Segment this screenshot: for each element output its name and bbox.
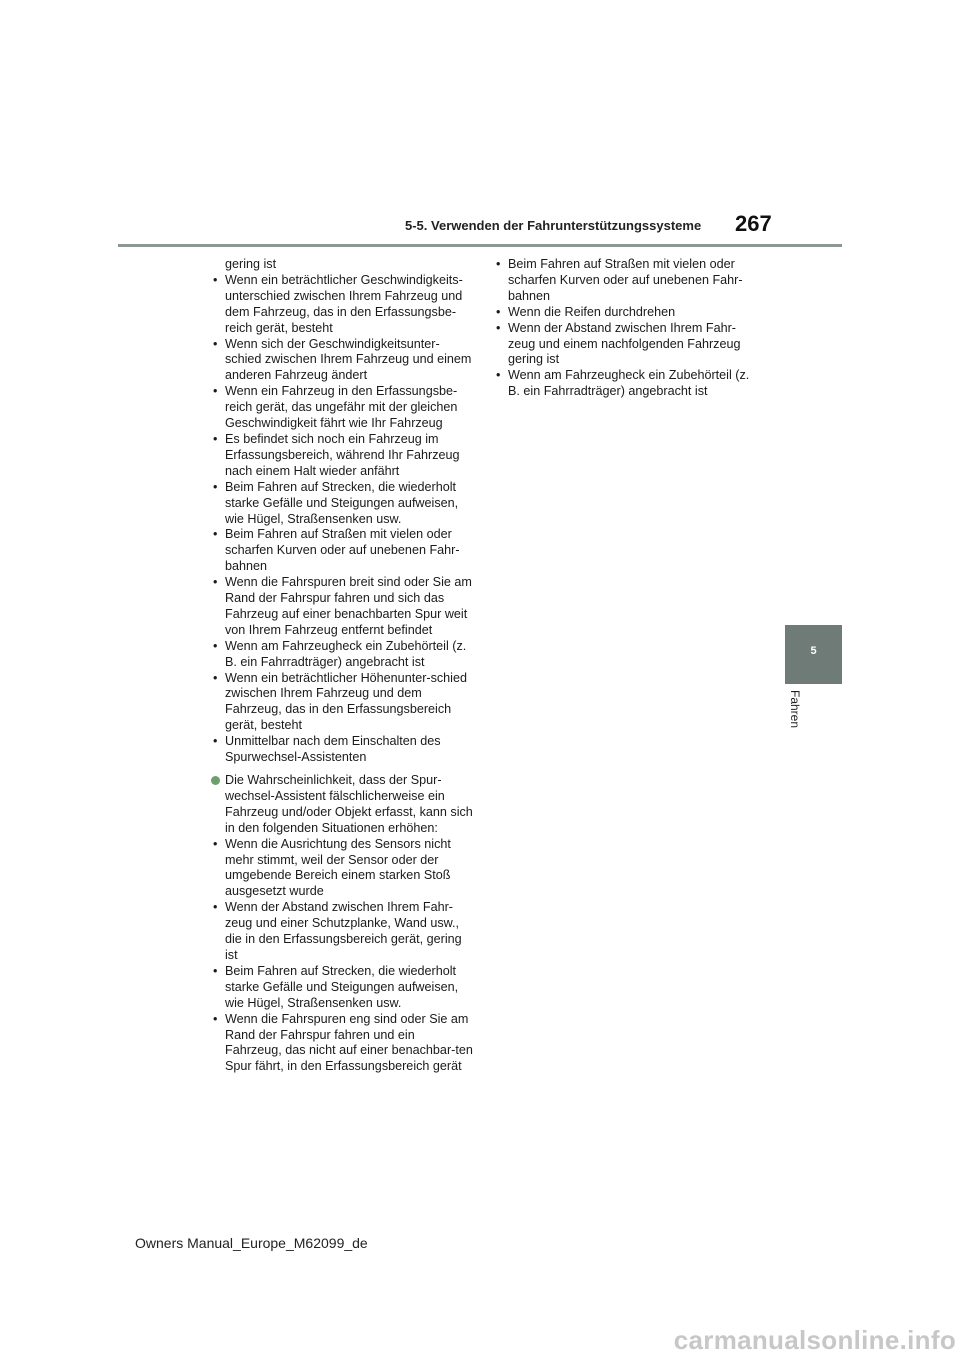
left-column: [211, 257, 473, 1075]
page-number: 267: [735, 211, 772, 236]
right-column: [494, 257, 756, 400]
list-item: • Beim Fahren auf Strecken, die wiederholt starke Gefälle und Steigungen aufweisen, wie Hügel, Straßensenken usw.: [211, 480, 473, 528]
continued-text: gering ist: [225, 257, 277, 271]
chapter-tab: [785, 625, 842, 684]
list-item: • Unmittelbar nach dem Einschalten des Spurwechsel-Assistenten: [211, 734, 473, 766]
list-item: • Beim Fahren auf Straßen mit vielen oder scharfen Kurven oder auf unebenen Fahr-bahnen: [494, 257, 756, 305]
circle-bullet-item: Die Wahrscheinlichkeit, dass der Spur-wechsel-Assistent fälschlicherweise ein Fahrzeug und/oder Objekt erfasst, kann sich in den folgenden Situationen erhöhen:: [211, 773, 473, 837]
list-item: • Wenn der Abstand zwischen Ihrem Fahr-zeug und einem nachfolgenden Fahrzeug gering ist: [494, 321, 756, 369]
list-item: • Wenn am Fahrzeugheck ein Zubehörteil (z. B. ein Fahrradträger) angebracht ist: [494, 368, 756, 400]
list-item: • Wenn der Abstand zwischen Ihrem Fahr-zeug und einer Schutzplanke, Wand usw., die in den Erfassungsbereich gerät, gering ist: [211, 900, 473, 964]
list-item: • Beim Fahren auf Straßen mit vielen oder scharfen Kurven oder auf unebenen Fahr-bahnen: [211, 527, 473, 575]
footer-text: Owners Manual_Europe_M62099_de: [135, 1235, 368, 1251]
chapter-label: Fahren: [788, 690, 802, 729]
list-item: • Wenn die Fahrspuren eng sind oder Sie am Rand der Fahrspur fahren und ein Fahrzeug, das nicht auf einer benachbar-ten Spur fährt, in den Erfassungsbereich gerät: [211, 1012, 473, 1076]
list-item: • Wenn ein Fahrzeug in den Erfassungsbe-reich gerät, das ungefähr mit der gleichen Geschwindigkeit fährt wie Ihr Fahrzeug: [211, 384, 473, 432]
list-item: • Es befindet sich noch ein Fahrzeug im Erfassungsbereich, während Ihr Fahrzeug nach einem Halt wieder anfährt: [211, 432, 473, 480]
list-item: • Wenn am Fahrzeugheck ein Zubehörteil (z. B. ein Fahrradträger) angebracht ist: [211, 639, 473, 671]
chapter-number: 5: [810, 645, 817, 657]
list-item: • Beim Fahren auf Strecken, die wiederholt starke Gefälle und Steigungen aufweisen, wie Hügel, Straßensenken usw.: [211, 964, 473, 1012]
list-item: • Wenn sich der Geschwindigkeitsunter-schied zwischen Ihrem Fahrzeug und einem anderen Fahrzeug ändert: [211, 337, 473, 385]
list-item: • Wenn ein beträchtlicher Höhenunter-schied zwischen Ihrem Fahrzeug und dem Fahrzeug, das in den Erfassungsbereich gerät, besteht: [211, 671, 473, 735]
list-item: • Wenn die Fahrspuren breit sind oder Sie am Rand der Fahrspur fahren und sich das Fahrzeug auf einer benachbarten Spur weit von Ihrem Fahrzeug entfernt befindet: [211, 575, 473, 639]
watermark: carmanualsonline.info: [673, 1325, 956, 1355]
list-item: • Wenn die Ausrichtung des Sensors nicht mehr stimmt, weil der Sensor oder der umgebende Bereich einem starken Stoß ausgesetzt wurde: [211, 837, 473, 901]
header-divider: [118, 244, 842, 247]
list-item: • Wenn ein beträchtlicher Geschwindigkeits-unterschied zwischen Ihrem Fahrzeug und dem Fahrzeug, das in den Erfassungsbe-reich gerät, besteht: [211, 273, 473, 337]
section-title: 5-5. Verwenden der Fahrunterstützungssysteme: [405, 218, 702, 233]
list-item: • Wenn die Reifen durchdrehen: [494, 305, 756, 321]
